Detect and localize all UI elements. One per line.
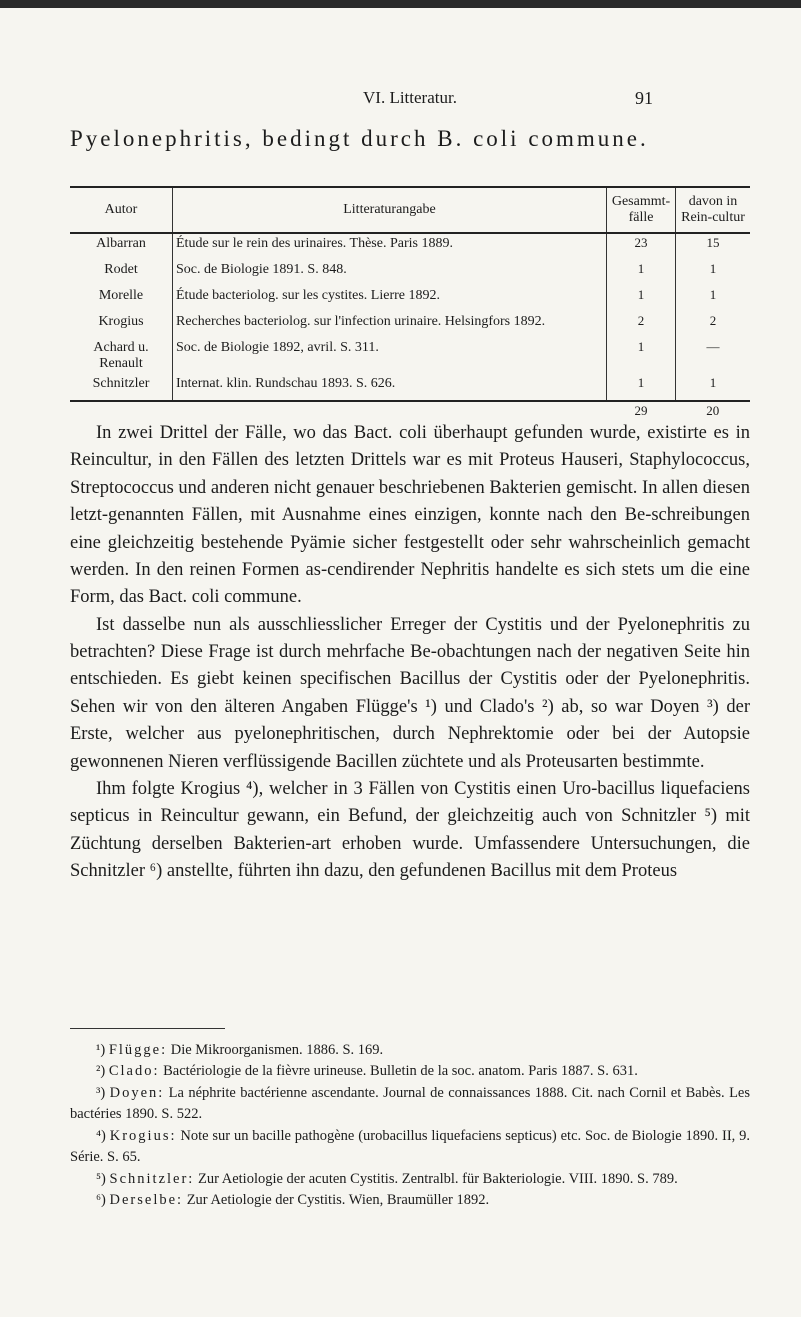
cell-reincultur: 1 xyxy=(676,260,751,286)
cell-autor: Morelle xyxy=(98,288,144,304)
running-header xyxy=(0,88,801,118)
cell-reincultur: 1 xyxy=(676,374,751,401)
footnote-author: Flügge: xyxy=(108,1042,168,1058)
section-title: VI. Litteratur. xyxy=(363,88,457,107)
cell-autor: Rodet xyxy=(104,262,138,278)
table-row xyxy=(70,286,750,312)
column-header-autor: Autor xyxy=(70,187,173,233)
column-header-reincultur: davon in Rein-cultur xyxy=(676,187,751,233)
column-header-gesammtfaelle: Gesammt-fälle xyxy=(607,187,676,233)
footnote-author: Clado: xyxy=(108,1063,160,1080)
table-row xyxy=(70,260,750,286)
footnote-mark: ⁴) xyxy=(96,1127,106,1144)
footnote xyxy=(70,1083,750,1126)
column-header-litteratur: Litteraturangabe xyxy=(173,187,607,233)
footnote-author: Krogius: xyxy=(109,1127,177,1144)
footnote-text: Zur Aetiologie der Cystitis. Wien, Braumüller 1892. xyxy=(183,1192,490,1209)
footnote-author: Schnitzler: xyxy=(109,1170,195,1187)
table-header-row xyxy=(70,187,750,233)
footnote xyxy=(70,1126,750,1169)
footnote-text: Zur Aetiologie der acuten Cystitis. Zentralbl. für Bakteriologie. VIII. 1890. S. 789. xyxy=(194,1170,678,1187)
cell-gesammtfaelle: 1 xyxy=(607,260,676,286)
cell-gesammtfaelle: 2 xyxy=(607,312,676,338)
paragraph: Ihm folgte Krogius ⁴), welcher in 3 Fällen von Cystitis einen Uro-bacillus liquefaciens septicus in Reincultur gewann, ein Befund, der gleichzeitig auch von Schnitzler ⁵) mit Züchtung derselben Bakterien-art erhoben wurde. Umfassendere Untersuchungen, die Schnitzler ⁶) anstellte, führten ihn dazu, den gefundenen Bacillus mit dem Proteus xyxy=(70,778,750,881)
paragraph: Ist dasselbe nun als ausschliesslicher Erreger der Cystitis und der Pyelonephritis zu betrachten? Diese Frage ist durch mehrfache Be-obachtungen nach der negativen Seite hin entschieden. Es giebt keinen specifischen Bacillus der Cystitis oder der Pyelonephritis. Sehen wir von den älteren Angaben Flügge's ¹) und Clado's ²) ab, so war Doyen ³) der Erste, welcher aus pyelonephritischen, durch Nephrektomie oder bei der Autopsie gewonnenen Nieren verflüssigende Bacillen züchtete und als Proteusarten bestimmte. xyxy=(70,614,750,772)
footnote-author: Doyen: xyxy=(109,1084,165,1101)
footnote-mark: ⁶) xyxy=(96,1192,106,1209)
cell-autor: Schnitzler xyxy=(70,374,173,401)
page-title: Pyelonephritis, bedingt durch B. coli commune. xyxy=(70,126,649,151)
footnote-author: Derselbe: xyxy=(109,1192,184,1209)
footnote-text: La néphrite bactérienne ascendante. Journal de connaissances 1888. Cit. nach Cornil et Babès. Les bactéries 1890. S. 522. xyxy=(70,1084,751,1123)
cell-reference: Soc. de Biologie 1892, avril. S. 311. xyxy=(173,338,607,374)
cell-gesammtfaelle: 23 xyxy=(607,233,676,260)
footnote-text: Note sur un bacille pathogène (urobacillus liquefaciens septicus) etc. Soc. de Biologie 1890. II, 9. Série. S. 65. xyxy=(70,1127,750,1166)
cell-reference: Recherches bacteriolog. sur l'infection urinaire. Helsingfors 1892. xyxy=(173,312,607,338)
total-reincultur: 20 xyxy=(706,403,720,419)
cell-reference: Étude sur le rein des urinaires. Thèse. Paris 1889. xyxy=(173,233,607,260)
scan-top-edge xyxy=(0,0,801,8)
footnote-mark: ²) xyxy=(96,1063,106,1080)
footnote xyxy=(70,1061,750,1082)
footnote-text: Bactériologie de la fièvre urineuse. Bulletin de la soc. anatom. Paris 1887. S. 631. xyxy=(159,1063,638,1080)
cell-reference: Étude bacteriolog. sur les cystites. Lierre 1892. xyxy=(173,286,607,312)
cell-reference: Internat. klin. Rundschau 1893. S. 626. xyxy=(173,374,607,401)
cell-gesammtfaelle: 1 xyxy=(607,338,676,374)
cell-gesammtfaelle: 1 xyxy=(607,374,676,401)
table-row xyxy=(70,338,750,374)
footnote xyxy=(70,1169,750,1190)
footnotes xyxy=(70,1040,750,1212)
table-row xyxy=(70,312,750,338)
table-row xyxy=(70,233,750,260)
footnote-text: Die Mikroorganismen. 1886. S. 169. xyxy=(167,1042,384,1058)
table-row xyxy=(70,374,750,401)
cell-gesammtfaelle: 1 xyxy=(607,286,676,312)
footnote-mark: ⁵) xyxy=(96,1170,106,1187)
footnote xyxy=(70,1190,750,1211)
cell-reincultur: — xyxy=(676,338,751,374)
footnote-divider xyxy=(70,1028,225,1029)
cell-autor: Achard u. Renault xyxy=(93,340,149,372)
body-text xyxy=(70,420,750,885)
total-gesammtfaelle: 29 xyxy=(634,403,648,419)
page-number: 91 xyxy=(635,88,653,108)
cell-reincultur: 1 xyxy=(676,286,751,312)
cell-reincultur: 15 xyxy=(676,233,751,260)
footnote-mark: ³) xyxy=(96,1084,106,1101)
literature-table xyxy=(70,186,750,430)
cell-reincultur: 2 xyxy=(676,312,751,338)
cell-autor: Albarran xyxy=(96,236,146,252)
paragraph: In zwei Drittel der Fälle, wo das Bact. coli überhaupt gefunden wurde, existirte es in Reincultur, in den Fällen des letzten Drittels war es mit Proteus Hauseri, Staphylococcus, Streptococcus und anderen nicht genauer beschriebenen Bakterien gemischt. In allen diesen letzt-genannten Fällen, mit Ausnahme eines einzigen, konnte nach den Be-schreibungen eine gleichzeitig bestehende Pyämie sicher festgestellt oder sehr wahrscheinlich gemacht werden. In den reinen Formen as-cendirender Nephritis handelte es sich stets um die eine Form, das Bact. coli commune. xyxy=(70,423,750,608)
cell-autor: Krogius xyxy=(98,314,144,330)
cell-reference: Soc. de Biologie 1891. S. 848. xyxy=(173,260,607,286)
footnote xyxy=(70,1040,750,1061)
footnote-mark: ¹) xyxy=(96,1042,106,1058)
